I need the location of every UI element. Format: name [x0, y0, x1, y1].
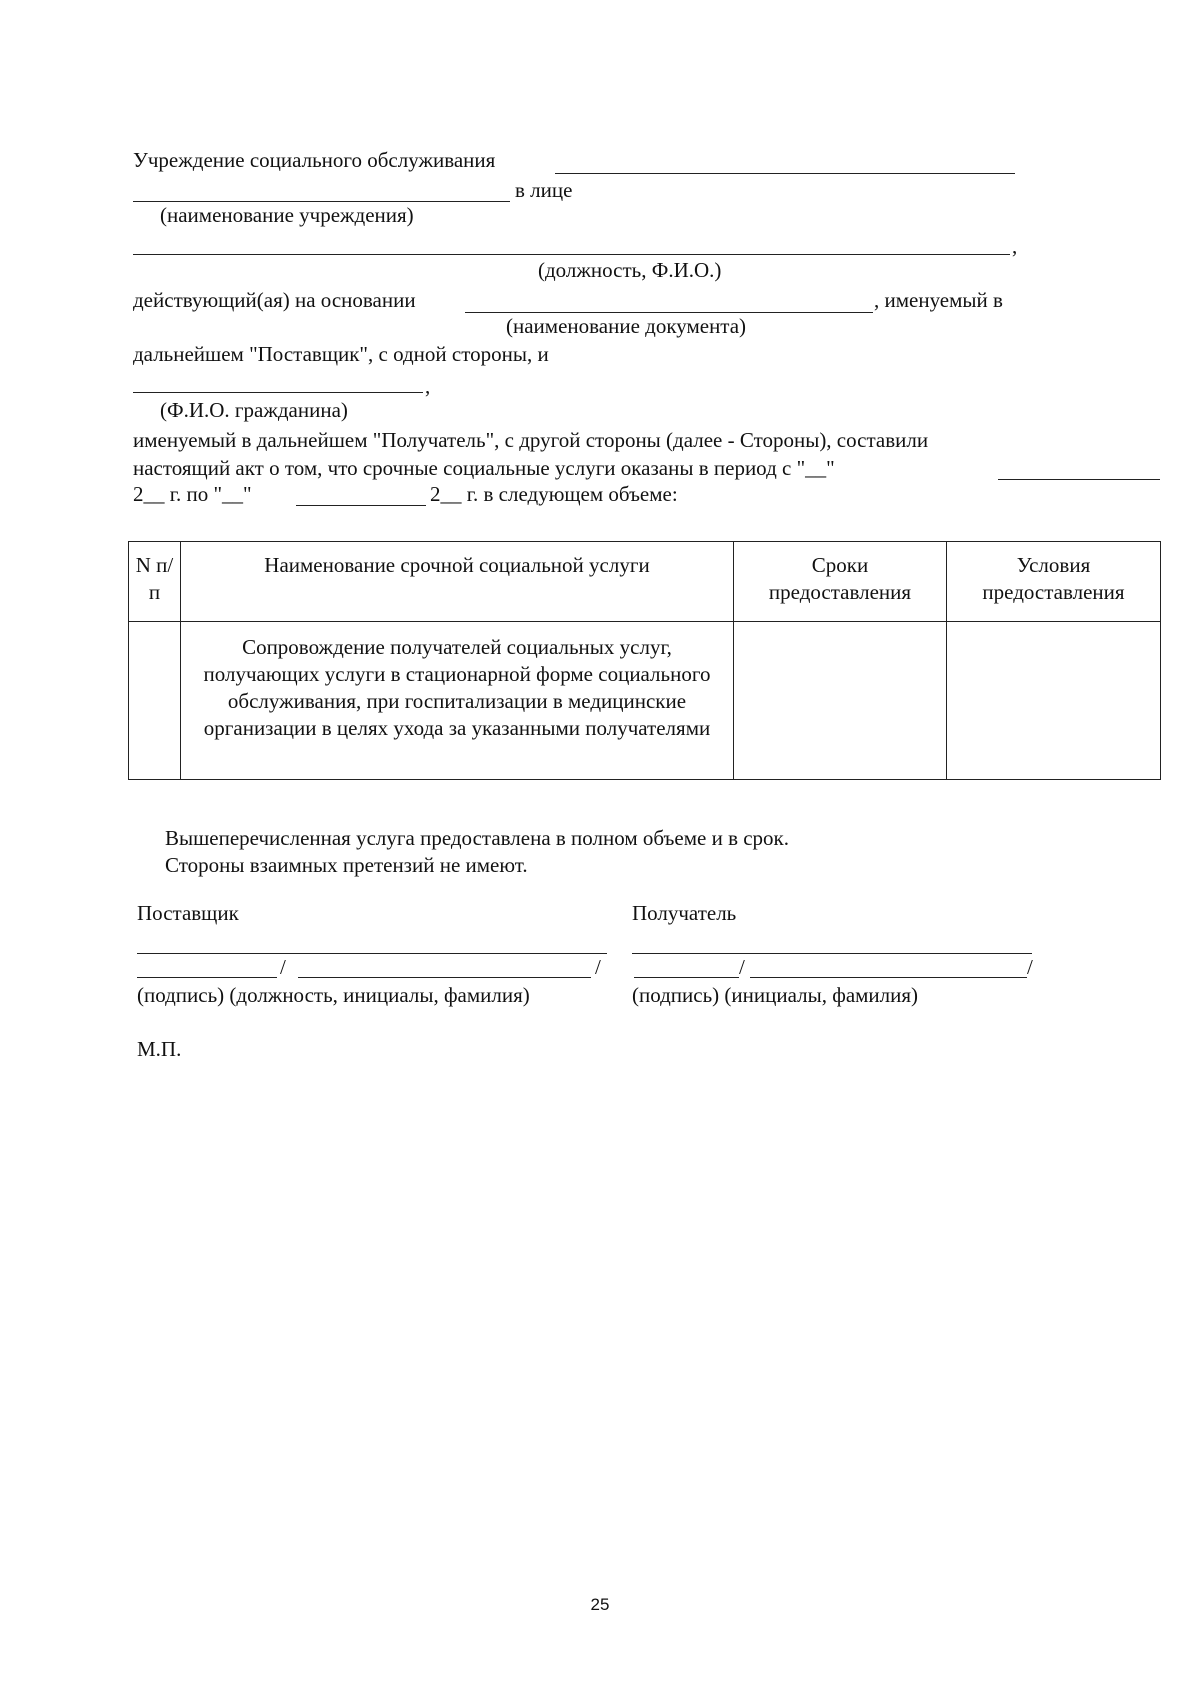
recipient-signature-top-line[interactable] [632, 953, 1032, 954]
recipient-title: Получатель [632, 901, 737, 925]
supplier-signature-field[interactable] [137, 977, 277, 978]
named-label: , именуемый в [874, 288, 1003, 312]
document-name-field[interactable] [465, 312, 873, 313]
header-service: Наименование срочной социальной услуги [181, 542, 734, 622]
period-to-day-field[interactable] [296, 505, 426, 506]
recipient-name-field[interactable] [750, 977, 1027, 978]
document-hint: (наименование документа) [506, 314, 747, 338]
acting-label: действующий(ая) на основании [133, 288, 416, 312]
period-from-year: 2__ г. по "__" [133, 482, 252, 506]
row-conditions-cell[interactable] [947, 622, 1161, 780]
citizen-name-field[interactable] [133, 392, 423, 393]
row-service-cell: Сопровождение получателей социальных услуг, получающих услуги в стационарной форме социального обслуживания, при госпитализации в медицинские организации в целях ухода за указанными получателями [181, 622, 734, 780]
period-from-day-field[interactable] [998, 479, 1160, 480]
institution-name-hint: (наименование учреждения) [160, 203, 414, 227]
row-terms-cell[interactable] [734, 622, 947, 780]
recipient-clause-line2: настоящий акт о том, что срочные социальные услуги оказаны в период с "__" [133, 456, 835, 480]
stamp-place-label: М.П. [137, 1037, 182, 1061]
supplier-slash-2: / [595, 955, 601, 979]
page-number: 25 [590, 1595, 610, 1614]
position-name-field[interactable] [133, 254, 1010, 255]
citizen-hint: (Ф.И.О. гражданина) [160, 398, 348, 422]
header-number: N п/п [129, 542, 181, 622]
header-terms: Сроки предоставления [734, 542, 947, 622]
recipient-signature-hint: (подпись) (инициалы, фамилия) [632, 983, 919, 1007]
recipient-clause-line1: именуемый в дальнейшем "Получатель", с другой стороны (далее - Стороны), составили [133, 428, 929, 452]
supplier-clause: дальнейшем "Поставщик", с одной стороны, и [133, 342, 549, 366]
institution-name-field[interactable] [555, 173, 1015, 174]
table-header-row [129, 542, 1161, 622]
recipient-slash-2: / [1027, 955, 1033, 979]
in-person-label: в лице [515, 178, 573, 202]
closing-line1: Вышеперечисленная услуга предоставлена в полном объеме и в срок. [165, 826, 790, 850]
header-conditions: Условия предоставления [947, 542, 1161, 622]
supplier-name-field[interactable] [298, 977, 591, 978]
supplier-signature-hint: (подпись) (должность, инициалы, фамилия) [137, 983, 530, 1007]
supplier-title: Поставщик [137, 901, 239, 925]
position-hint: (должность, Ф.И.О.) [538, 258, 722, 282]
table-row [129, 622, 1161, 780]
period-to-year: 2__ г. в следующем объеме: [430, 482, 678, 506]
institution-label: Учреждение социального обслуживания [133, 148, 496, 172]
recipient-slash-1: / [739, 955, 745, 979]
supplier-signature-top-line[interactable] [137, 953, 607, 954]
recipient-signature-field[interactable] [634, 977, 739, 978]
citizen-comma: , [425, 374, 431, 398]
closing-line2: Стороны взаимных претензий не имеют. [165, 853, 528, 877]
row-number-cell[interactable] [129, 622, 181, 780]
supplier-slash-1: / [280, 955, 286, 979]
services-table [128, 541, 1161, 780]
institution-name-field-cont[interactable] [133, 201, 510, 202]
position-comma: , [1012, 234, 1018, 258]
